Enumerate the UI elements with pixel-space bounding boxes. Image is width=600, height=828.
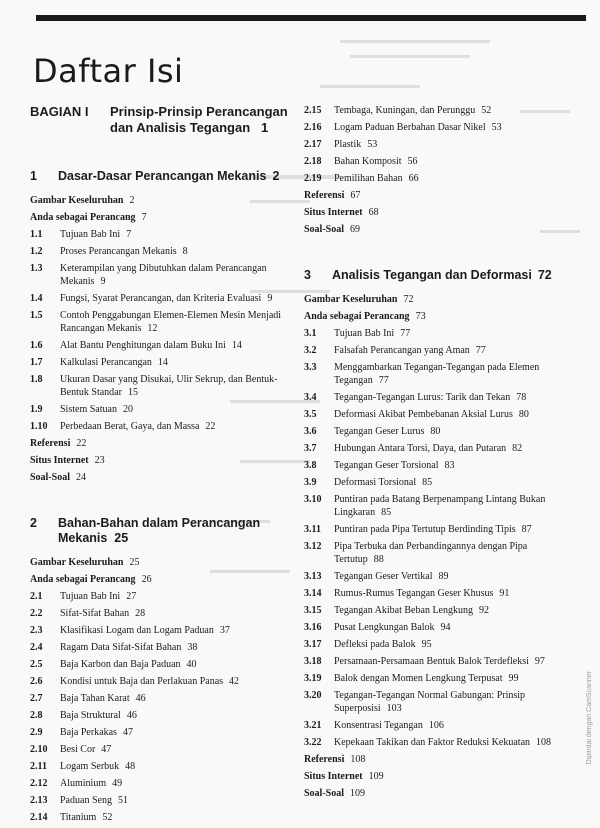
chapter-number: 3 [304,268,311,282]
toc-entry: 3.13 Tegangan Geser Vertikal 89 [304,571,449,582]
toc-entry: 3.14 Rumus-Rumus Tegangan Geser Khusus 91 [304,588,510,599]
toc-special-entry: Soal-Soal 24 [30,472,87,483]
chapter-page: 2 [272,169,280,183]
page-title: Daftar Isi [33,52,184,90]
toc-entry-list [304,104,572,185]
toc-entry: 3.16 Pusat Lengkungan Balok 94 [304,622,451,633]
toc-entry: 1.2 Proses Perancangan Mekanis 8 [30,246,188,257]
toc-special-entry: Gambar Keseluruhan 2 [30,195,135,206]
toc-entry: 3.11 Puntiran pada Pipa Tertutup Berdinding Tipis 87 [304,524,532,535]
toc-special-entry: Gambar Keseluruhan 25 [30,557,140,568]
toc-entry: 3.6 Tegangan Geser Lurus 80 [304,426,441,437]
toc-entry: 2.12 Aluminium 49 [30,778,123,789]
toc-entry: 3.4 Tegangan-Tegangan Lurus: Tarik dan Tekan 78 [304,392,527,403]
toc-entry: 2.15 Tembaga, Kuningan, dan Perunggu 52 [304,105,492,116]
part-page: 1 [260,120,269,135]
toc-special-entry: Anda sebagai Perancang 73 [304,311,426,322]
toc-entry: 2.19 Pemilihan Bahan 66 [304,173,419,184]
toc-entry: 1.10 Perbedaan Berat, Gaya, dan Massa 22 [30,421,216,432]
toc-special-entry: Situs Internet 68 [304,207,379,218]
toc-entry: 2.8 Baja Struktural 46 [30,710,137,721]
toc-entry: 2.2 Sifat-Sifat Bahan 28 [30,608,146,619]
toc-entry: 1.7 Kalkulasi Perancangan 14 [30,357,168,368]
chapter-heading [30,169,288,184]
toc-entry: 1.5 Contoh Penggabungan Elemen-Elemen Mesin Menjadi Rancangan Mekanis 12 [30,310,282,334]
toc-entry: 2.17 Plastik 53 [304,139,378,150]
chapter-heading [30,516,288,546]
part-title [110,104,288,136]
toc-entry: 3.22 Kepekaan Takikan dan Faktor Reduksi Kekuatan 108 [304,737,552,748]
toc-entry: 2.6 Kondisi untuk Baja dan Perlakuan Panas 42 [30,676,240,687]
chapter-title: Analisis Tegangan dan Deformasi [332,268,532,282]
toc-entry: 3.1 Tujuan Bab Ini 77 [304,328,411,339]
toc-special-entry: Anda sebagai Perancang 7 [30,212,147,223]
part-label: BAGIAN I [30,104,89,119]
toc-special-entry: Soal-Soal 109 [304,788,366,799]
toc-entry: 3.2 Falsafah Perancangan yang Aman 77 [304,345,486,356]
toc-entry: 2.13 Paduan Seng 51 [30,795,128,806]
toc-entry: 3.8 Tegangan Geser Torsional 83 [304,460,455,471]
toc-entry: 3.7 Hubungan Antara Torsi, Daya, dan Putaran 82 [304,443,523,454]
toc-entry: 3.17 Defleksi pada Balok 95 [304,639,432,650]
toc-entry: 3.19 Balok dengan Momen Lengkung Terpusat 99 [304,673,519,684]
chapter-number: 1 [30,169,37,183]
toc-entry: 1.3 Keterampilan yang Dibutuhkan dalam Perancangan Mekanis 9 [30,263,267,287]
toc-special-entry: Gambar Keseluruhan 72 [304,294,414,305]
scanner-watermark: Dipindai dengan CamScanner [586,670,593,764]
toc-left-column [30,104,288,828]
toc-entry-list [30,228,288,433]
toc-entry: 1.8 Ukuran Dasar yang Disukai, Ulir Sekrup, dan Bentuk-Bentuk Standar 15 [30,374,278,398]
part-title-line2: dan Analisis Tegangan [110,120,251,135]
toc-entry: 2.4 Ragam Data Sifat-Sifat Bahan 38 [30,642,198,653]
chapter-number: 2 [30,516,37,530]
toc-entry: 3.21 Konsentrasi Tegangan 106 [304,720,444,731]
part-heading [30,104,288,136]
chapter-page: 72 [537,268,552,282]
toc-special-entry: Referensi 22 [30,438,87,449]
chapter-page: 25 [114,531,129,545]
toc-special-entry: Referensi 67 [304,190,361,201]
toc-entry: 2.3 Klasifikasi Logam dan Logam Paduan 37 [30,625,230,636]
toc-entry: 3.12 Pipa Terbuka dan Perbandingannya dengan Pipa Tertutup 88 [304,541,528,565]
toc-entry: 3.9 Deformasi Torsional 85 [304,477,433,488]
toc-entry: 2.5 Baja Karbon dan Baja Paduan 40 [30,659,197,670]
toc-entry: 2.9 Baja Perkakas 47 [30,727,133,738]
toc-entry: 2.1 Tujuan Bab Ini 27 [30,591,137,602]
toc-special-entry: Anda sebagai Perancang 26 [30,574,152,585]
toc-entry: 1.1 Tujuan Bab Ini 7 [30,229,132,240]
chapter-title: Bahan-Bahan dalam Perancangan Mekanis 25 [58,516,261,545]
toc-entry-list [30,590,288,824]
toc-entry: 2.10 Besi Cor 47 [30,744,112,755]
part-title-line1: Prinsip-Prinsip Perancangan [110,104,288,119]
toc-entry: 2.18 Bahan Komposit 56 [304,156,418,167]
top-rule [36,15,586,21]
toc-entry: 3.18 Persamaan-Persamaan Bentuk Balok Terdefleksi 97 [304,656,545,667]
toc-entry: 1.6 Alat Bantu Penghitungan dalam Buku Ini 14 [30,340,242,351]
toc-entry: 3.3 Menggambarkan Tegangan-Tegangan pada Elemen Tegangan 77 [304,362,540,386]
toc-entry: 3.15 Tegangan Akibat Beban Lengkung 92 [304,605,489,616]
toc-entry: 2.16 Logam Paduan Berbahan Dasar Nikel 53 [304,122,502,133]
toc-special-entry: Referensi 108 [304,754,366,765]
toc-entry: 1.9 Sistem Satuan 20 [30,404,133,415]
toc-special-entry: Situs Internet 23 [30,455,105,466]
chapter-heading [304,268,572,283]
toc-entry: 2.7 Baja Tahan Karat 46 [30,693,146,704]
chapter-title: Dasar-Dasar Perancangan Mekanis [58,169,267,183]
toc-entry: 2.11 Logam Serbuk 48 [30,761,136,772]
toc-entry: 3.20 Tegangan-Tegangan Normal Gabungan: Prinsip Superposisi 103 [304,690,526,714]
toc-entry: 1.4 Fungsi, Syarat Perancangan, dan Kriteria Evaluasi 9 [30,293,273,304]
toc-right-column [304,104,572,804]
toc-entry: 3.10 Puntiran pada Batang Berpenampang Lintang Bukan Lingkaran 85 [304,494,546,518]
toc-entry: 2.14 Titanium 52 [30,812,113,823]
toc-special-entry: Situs Internet 109 [304,771,384,782]
toc-entry: 3.5 Deformasi Akibat Pembebanan Aksial Lurus 80 [304,409,529,420]
toc-special-entry: Soal-Soal 69 [304,224,361,235]
toc-entry-list [304,327,572,749]
